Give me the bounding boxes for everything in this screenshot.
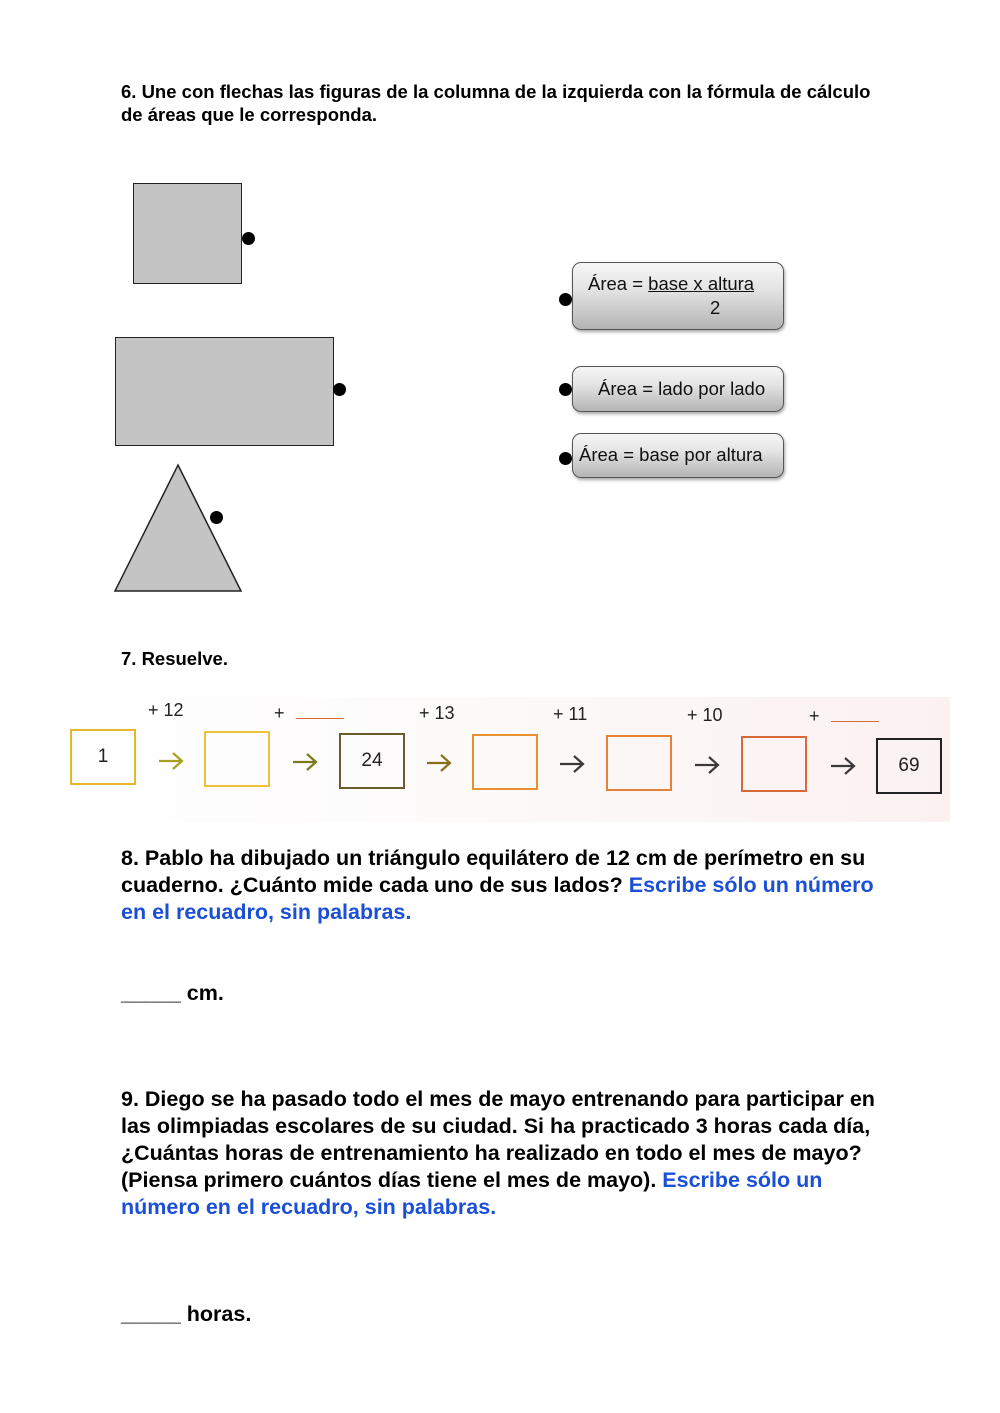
step-label-3: + 13 (419, 703, 455, 723)
formula-triangle-area (572, 262, 784, 330)
question-8-body: 8. Pablo ha dibujado un triángulo equilátero de 12 cm de perímetro en su cuaderno. ¿Cuánto mide cada uno de sus lados? (121, 846, 866, 897)
sequence-box-5[interactable] (606, 735, 672, 791)
formula-triangle-numerator: base x altura (648, 273, 755, 294)
sequence-box-7: 69 (876, 738, 942, 794)
formula-square-area (572, 366, 784, 412)
step-label-2-text: + (274, 703, 290, 723)
formula-square-label: Área = lado por lado (598, 378, 766, 399)
formula-square-dot[interactable] (559, 383, 572, 396)
step-label-6-text: + (809, 706, 825, 726)
question-8-instruction: Escribe sólo un número en el recuadro, sin palabras. (121, 873, 874, 924)
question-8-text (121, 845, 881, 926)
step-label-5: + 10 (687, 705, 723, 725)
sequence-box-1: 1 (70, 729, 136, 785)
formula-rectangle-label: Área = base por altura (579, 444, 763, 465)
answer-8-blank[interactable]: _____ (121, 981, 181, 1005)
answer-9-unit: horas. (180, 1302, 252, 1326)
arrow-icon (558, 753, 588, 775)
arrow-icon (157, 750, 187, 772)
question-9-instruction: Escribe sólo un número en el recuadro, sin palabras. (121, 1168, 823, 1219)
square-shape (133, 183, 242, 284)
sequence-box-2[interactable] (204, 731, 270, 787)
step-label-1: + 12 (148, 700, 184, 720)
step-blank-2[interactable] (296, 718, 344, 719)
step-label-6 (809, 706, 879, 727)
formula-rectangle-area (572, 433, 784, 478)
arrow-icon (425, 752, 455, 774)
step-label-2 (274, 703, 344, 724)
rectangle-connector-dot[interactable] (333, 383, 346, 396)
question-8-answer (121, 981, 224, 1006)
formula-triangle-dot[interactable] (559, 293, 572, 306)
step-blank-6[interactable] (831, 721, 879, 722)
formula-triangle-denominator: 2 (710, 297, 721, 318)
triangle-connector-dot[interactable] (210, 511, 223, 524)
sequence-box-6[interactable] (741, 736, 807, 792)
arrow-icon (693, 754, 723, 776)
step-label-4: + 11 (553, 704, 588, 724)
arrow-icon (829, 755, 859, 777)
question-7-title: 7. Resuelve. (121, 648, 228, 669)
sequence-box-3: 24 (339, 733, 405, 789)
square-connector-dot[interactable] (242, 232, 255, 245)
formula-rectangle-dot[interactable] (559, 452, 572, 465)
answer-8-unit: cm. (180, 981, 224, 1005)
arrow-icon (291, 751, 321, 773)
rectangle-shape (115, 337, 334, 446)
answer-9-blank[interactable]: _____ (121, 1302, 181, 1326)
sequence-box-4[interactable] (472, 734, 538, 790)
question-9-text (121, 1086, 881, 1221)
formula-triangle-prefix: Área = (588, 273, 649, 294)
question-9-answer (121, 1302, 251, 1327)
triangle-shape (110, 460, 250, 596)
question-6-text: 6. Une con flechas las figuras de la columna de la izquierda con la fórmula de cálculo de áreas que le corresponda. (121, 81, 871, 125)
question-9-body: 9. Diego se ha pasado todo el mes de mayo entrenando para participar en las olimpiadas escolares de su ciudad. Si ha practicado 3 horas cada día, ¿Cuántas horas de entrenamiento ha realizado en todo el mes de mayo? (Piensa primero cuántos días tiene el mes de mayo). (121, 1087, 875, 1192)
